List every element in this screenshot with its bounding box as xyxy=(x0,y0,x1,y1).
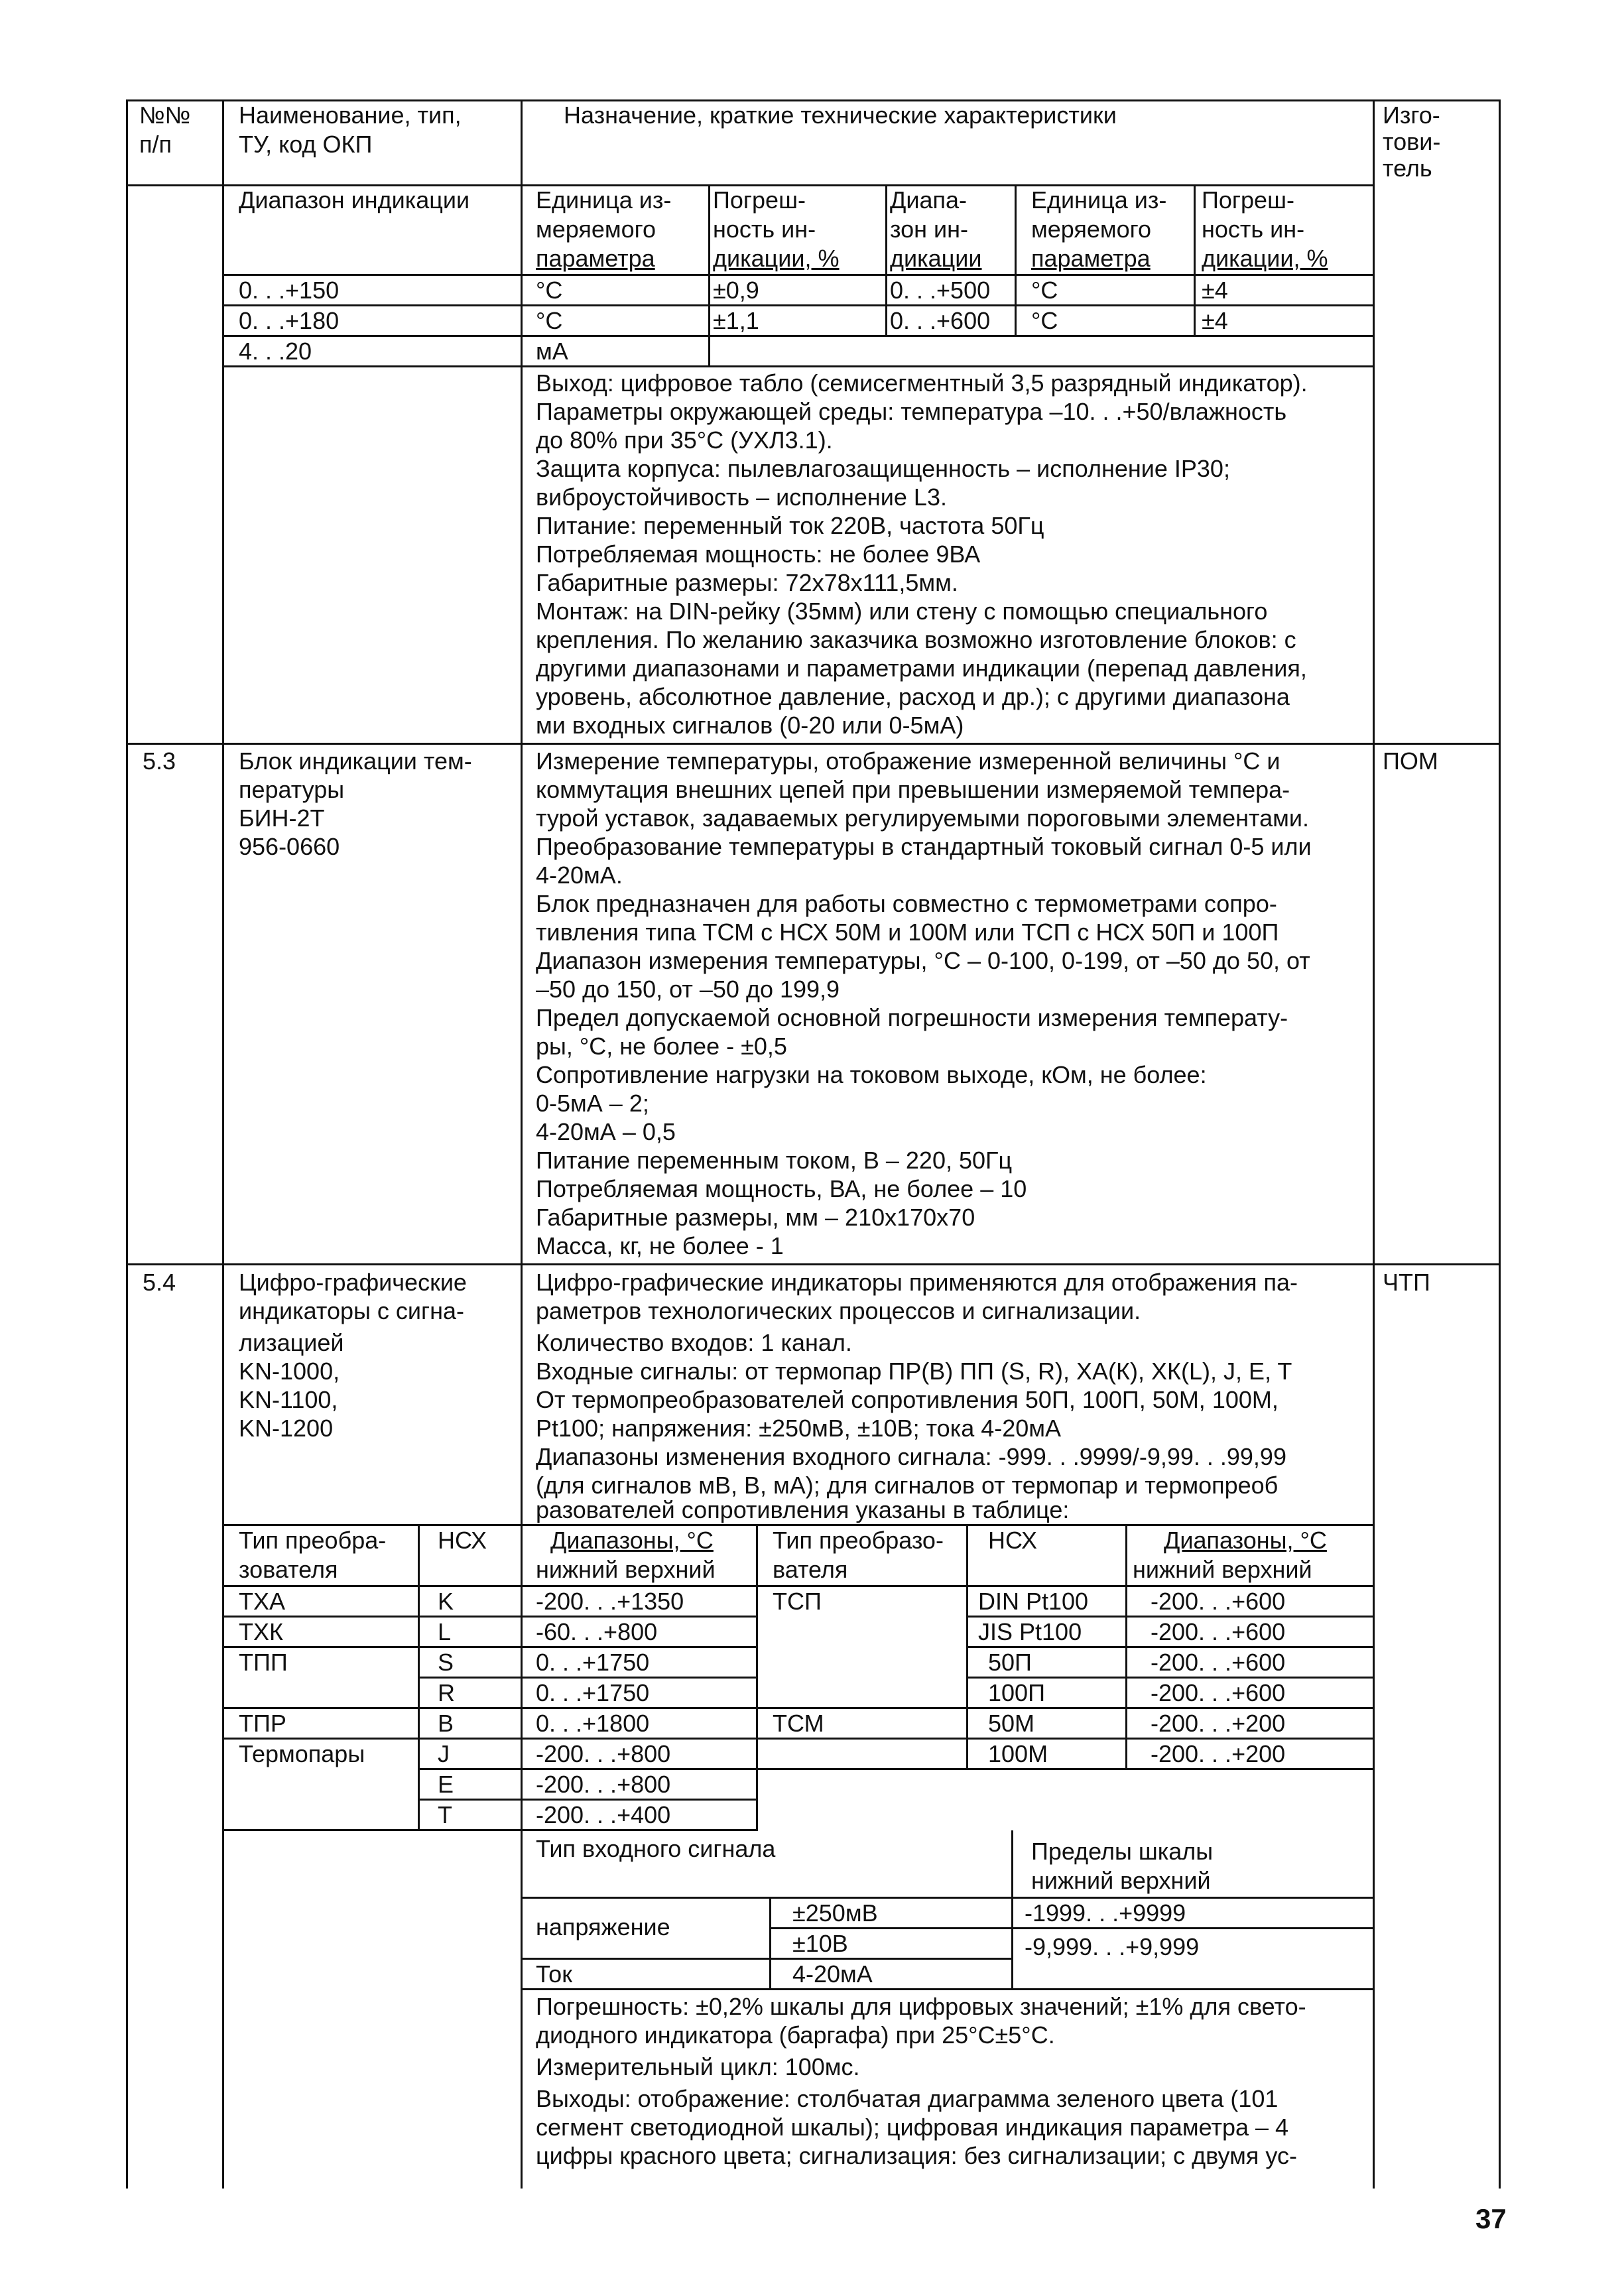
sensor-nsx-right: 50П xyxy=(988,1649,1032,1676)
text-line: Погрешность: ±0,2% шкалы для цифровых значений; ±1% для свето- xyxy=(536,1993,1306,2020)
sensor-range: -200. . .+400 xyxy=(536,1801,671,1828)
text-line: коммутация внешних цепей при превышении измеряемой темпера- xyxy=(536,776,1290,803)
text-line: Измерение температуры, отображение измеренной величины °C и xyxy=(536,747,1280,775)
unit-cell: мА xyxy=(536,338,568,365)
text-line: Питание: переменный ток 220В, частота 50Гц xyxy=(536,512,1044,539)
unit-header-2: меряемого xyxy=(536,216,656,243)
sensor-table-col-line xyxy=(966,1524,968,1768)
sensor-nsx-right: 100П xyxy=(988,1679,1045,1706)
signal-table-col-line xyxy=(769,1897,771,1988)
sensor-header-lowhigh2: нижний верхний xyxy=(1133,1556,1312,1583)
error-cell: ±0,9 xyxy=(713,277,759,304)
error2-header-1: Погреш- xyxy=(1202,186,1294,214)
sensor-nsx: L xyxy=(438,1618,452,1645)
error-header-3: дикации, % xyxy=(713,245,840,272)
sensor-type: ТПП xyxy=(239,1649,288,1676)
item-number: 5.4 xyxy=(143,1269,176,1296)
row-separator-5-4 xyxy=(126,1263,1501,1265)
sensor-range-right: -200. . .+600 xyxy=(1151,1679,1286,1706)
text-line: От термопреобразователей сопротивления 50П, 100П, 50М, 100М, xyxy=(536,1386,1279,1413)
sensor-header-type-2: зователя xyxy=(239,1556,338,1583)
unit2-cell: °C xyxy=(1031,307,1058,334)
sensor-type-right: ТСП xyxy=(773,1588,822,1615)
text-line: Диапазон измерения температуры, °C – 0-100, 0-199, от –50 до 50, от xyxy=(536,947,1310,974)
text-line: Входные сигналы: от термопар ПР(В) ПП (S, R), ХА(К), ХК(L), J, E, T xyxy=(536,1358,1292,1385)
text-line: крепления. По желанию заказчика возможно изготовление блоков: с xyxy=(536,626,1296,653)
sensor-table-col-line xyxy=(756,1524,758,1831)
signal-table-line xyxy=(521,1958,1011,1960)
sensor-table-col-line xyxy=(418,1524,420,1831)
signal-table-col-line xyxy=(1011,1830,1013,1988)
sensor-header-range: Диапазоны, °C xyxy=(550,1527,714,1554)
sensor-nsx: J xyxy=(438,1740,450,1767)
text-line: сегмент светодиодной шкалы); цифровая индикация параметра – 4 xyxy=(536,2114,1289,2141)
sensor-range: -200. . .+800 xyxy=(536,1740,671,1767)
error2-header-2: ность ин- xyxy=(1202,216,1305,243)
sensor-range: -200. . .+800 xyxy=(536,1771,671,1798)
sensor-nsx-right: 50М xyxy=(988,1710,1035,1737)
range-table-row-line xyxy=(222,365,1375,367)
signal-c1: 4-20мА xyxy=(792,1960,873,1988)
text-line: ми входных сигналов (0-20 или 0-5мА) xyxy=(536,712,964,739)
sensor-header-range2: Диапазоны, °C xyxy=(1164,1527,1327,1554)
item-name-line: индикаторы с сигна- xyxy=(239,1297,465,1324)
page-number: 37 xyxy=(1475,2203,1507,2234)
text-line: Масса, кг, не более - 1 xyxy=(536,1232,784,1259)
text-line: Pt100; напряжения: ±250мВ, ±10В; тока 4-20мА xyxy=(536,1415,1062,1442)
sensor-range: -60. . .+800 xyxy=(536,1618,658,1645)
table-col-divider-num xyxy=(222,99,224,2189)
error2-cell: ±4 xyxy=(1202,277,1228,304)
text-line: Количество входов: 1 канал. xyxy=(536,1329,852,1356)
unit2-cell: °C xyxy=(1031,277,1058,304)
text-line: Потребляемая мощность: не более 9ВА xyxy=(536,540,981,568)
text-line: Выход: цифровое табло (семисегментный 3,5 разрядный индикатор). xyxy=(536,369,1308,397)
item-name-line: Блок индикации тем- xyxy=(239,747,472,775)
text-line: Габаритные размеры, мм – 210x170x70 xyxy=(536,1204,975,1231)
sensor-type: ТХА xyxy=(239,1588,286,1615)
sensor-range: 0. . .+1750 xyxy=(536,1649,650,1676)
text-line: Измерительный цикл: 100мс. xyxy=(536,2053,860,2080)
text-line: другими диапазонами и параметрами индикации (перепад давления, xyxy=(536,655,1307,682)
table-border-right xyxy=(1499,99,1501,2189)
signal-lim1: -1999. . .+9999 xyxy=(1025,1899,1186,1927)
text-line: Сопротивление нагрузки на токовом выходе, кОм, не более: xyxy=(536,1061,1207,1088)
row-separator-5-3 xyxy=(126,743,1501,745)
text-line: 4-20мА – 0,5 xyxy=(536,1118,676,1145)
header-col-maker-3: тель xyxy=(1383,155,1432,182)
header-col-maker-1: Изго- xyxy=(1383,101,1440,129)
error-header-1: Погреш- xyxy=(713,186,806,214)
unit-header-1: Единица из- xyxy=(536,186,672,214)
signal-v1: ±250мВ xyxy=(792,1899,878,1927)
range-table-col-line xyxy=(1194,184,1196,304)
unit2-header-1: Единица из- xyxy=(1031,186,1167,214)
sensor-nsx: E xyxy=(438,1771,454,1798)
text-line: Преобразование температуры в стандартный токовый сигнал 0-5 или xyxy=(536,833,1312,860)
unit-cell: °C xyxy=(536,277,563,304)
header-col-name-1: Наименование, тип, xyxy=(239,101,462,129)
text-line: Выходы: отображение: столбчатая диаграмма зеленого цвета (101 xyxy=(536,2085,1279,2112)
header-col-num-2: п/п xyxy=(139,131,172,158)
item-maker: ПОМ xyxy=(1383,747,1438,775)
sensor-range-right: -200. . .+200 xyxy=(1151,1740,1286,1767)
text-line: Защита корпуса: пылевлагозащищенность – исполнение IP30; xyxy=(536,455,1230,482)
sensor-range: 0. . .+1800 xyxy=(536,1710,650,1737)
signal-table-bottom xyxy=(521,1988,1375,1990)
unit-header-3: параметра xyxy=(536,245,655,272)
error-cell: ±1,1 xyxy=(713,307,759,334)
sensor-nsx-right: DIN Pt100 xyxy=(978,1588,1089,1615)
range-cell: 0. . .+180 xyxy=(239,307,340,334)
header-col-num-1: №№ xyxy=(139,101,191,129)
range2-header-3: дикации xyxy=(890,245,982,272)
text-line: Цифро-графические индикаторы применяются для отображения па- xyxy=(536,1269,1298,1296)
text-line: виброустойчивость – исполнение L3. xyxy=(536,483,947,511)
table-border-left xyxy=(126,99,128,2189)
sensor-table-col-line xyxy=(1125,1524,1127,1768)
sensor-header-type-1: Тип преобра- xyxy=(239,1527,387,1554)
text-line: цифры красного цвета; сигнализация: без сигнализации; с двумя ус- xyxy=(536,2142,1297,2169)
sensor-type-right: ТСМ xyxy=(773,1710,824,1737)
sensor-range-right: -200. . .+600 xyxy=(1151,1618,1286,1645)
header-col-name-2: ТУ, код ОКП xyxy=(239,131,373,158)
text-line: турой уставок, задаваемых регулируемыми пороговыми элементами. xyxy=(536,804,1310,832)
range-table-col-line xyxy=(1015,304,1017,335)
sensor-nsx: K xyxy=(438,1588,454,1615)
signal-header-type: Тип входного сигнала xyxy=(536,1835,776,1862)
range2-cell: 0. . .+600 xyxy=(890,307,991,334)
range2-cell: 0. . .+500 xyxy=(890,277,991,304)
sensor-nsx-right: JIS Pt100 xyxy=(978,1618,1082,1645)
text-line: Блок предназначен для работы совместно с термометрами сопро- xyxy=(536,890,1277,917)
signal-table-header-bottom xyxy=(521,1897,1375,1899)
item-name-line: 956-0660 xyxy=(239,833,340,860)
text-line: Питание переменным током, В – 220, 50Гц xyxy=(536,1147,1013,1174)
sensor-type: Термопары xyxy=(239,1740,365,1767)
error2-cell: ±4 xyxy=(1202,307,1228,334)
text-line: тивления типа ТСМ с НСХ 50М и 100М или ТСП с НСХ 50П и 100П xyxy=(536,919,1279,946)
sensor-range-right: -200. . .+200 xyxy=(1151,1710,1286,1737)
sensor-header-nsx: НСХ xyxy=(438,1527,487,1554)
sensor-type: ТХК xyxy=(239,1618,283,1645)
item-name-line: БИН-2Т xyxy=(239,804,325,832)
error-header-2: ность ин- xyxy=(713,216,816,243)
range-table-col-line xyxy=(885,184,887,304)
text-line: уровень, абсолютное давление, расход и др.); с другими диапазона xyxy=(536,683,1290,710)
text-line: Предел допускаемой основной погрешности измерения температу- xyxy=(536,1004,1288,1031)
range-table-col-line xyxy=(885,304,887,335)
text-line: до 80% при 35°C (УХЛ3.1). xyxy=(536,426,833,454)
signal-current: Ток xyxy=(536,1960,572,1988)
sensor-table-bottom-left xyxy=(222,1829,756,1831)
signal-header-limits-2: нижний верхний xyxy=(1031,1867,1211,1894)
sensor-range: -200. . .+1350 xyxy=(536,1588,684,1615)
signal-v2: ±10В xyxy=(792,1930,848,1957)
signal-header-limits-1: Пределы шкалы xyxy=(1031,1838,1214,1865)
sensor-range: 0. . .+1750 xyxy=(536,1679,650,1706)
item-number: 5.3 xyxy=(143,747,176,775)
sensor-header-type2-1: Тип преобразо- xyxy=(773,1527,944,1554)
unit2-header-2: меряемого xyxy=(1031,216,1152,243)
item-name-line: Цифро-графические xyxy=(239,1269,467,1296)
text-line: Потребляемая мощность, ВА, не более – 10 xyxy=(536,1175,1027,1202)
range2-header-2: зон ин- xyxy=(890,216,968,243)
error2-header-3: дикации, % xyxy=(1202,245,1328,272)
sensor-nsx: B xyxy=(438,1710,454,1737)
signal-lim2: -9,999. . .+9,999 xyxy=(1025,1933,1200,1960)
sensor-header-type2-2: вателя xyxy=(773,1556,848,1583)
header-col-purpose: Назначение, краткие технические характеристики xyxy=(564,101,1117,129)
range-header: Диапазон индикации xyxy=(239,186,470,214)
range-table-col-line xyxy=(1194,304,1196,335)
sensor-nsx: T xyxy=(438,1801,452,1828)
text-line: 4-20мА. xyxy=(536,861,623,889)
text-line: ры, °C, не более - ±0,5 xyxy=(536,1033,787,1060)
unit-cell: °C xyxy=(536,307,563,334)
item-name-line: пературы xyxy=(239,776,345,803)
text-line: –50 до 150, от –50 до 199,9 xyxy=(536,976,840,1003)
item-name-line: KN-1100, xyxy=(239,1386,338,1413)
sensor-nsx: R xyxy=(438,1679,455,1706)
text-line: разователей сопротивления указаны в таблице: xyxy=(536,1496,1070,1523)
sensor-type: ТПР xyxy=(239,1710,286,1737)
table-col-divider-name xyxy=(521,99,523,2189)
signal-voltage: напряжение xyxy=(536,1913,670,1940)
text-line: раметров технологических процессов и сигнализации. xyxy=(536,1297,1141,1324)
text-line: 0-5мА – 2; xyxy=(536,1090,649,1117)
text-line: Габаритные размеры: 72x78x111,5мм. xyxy=(536,569,958,596)
range-table-col-line xyxy=(708,184,710,365)
sensor-header-lowhigh: нижний верхний xyxy=(536,1556,716,1583)
table-col-divider-purpose xyxy=(1373,99,1375,2189)
header-col-maker-2: тови- xyxy=(1383,128,1441,155)
text-line: Параметры окружающей среды: температура –10. . .+50/влажность xyxy=(536,398,1287,425)
range-table-col-line xyxy=(1015,184,1017,304)
sensor-range-right: -200. . .+600 xyxy=(1151,1649,1286,1676)
item-name-line: KN-1200 xyxy=(239,1415,334,1442)
item-name-line: KN-1000, xyxy=(239,1358,340,1385)
item-maker: ЧТП xyxy=(1383,1269,1430,1296)
range-cell: 0. . .+150 xyxy=(239,277,340,304)
sensor-table-line xyxy=(222,1646,756,1648)
item-name-line: лизацией xyxy=(239,1329,344,1356)
text-line: (для сигналов мВ, В, мА); для сигналов от термопар и термопреоб xyxy=(536,1472,1279,1499)
sensor-nsx: S xyxy=(438,1649,454,1676)
text-line: Монтаж: на DIN-рейку (35мм) или стену с помощью специального xyxy=(536,598,1268,625)
sensor-nsx-right: 100М xyxy=(988,1740,1048,1767)
sensor-header-nsx2: НСХ xyxy=(988,1527,1037,1554)
text-line: Диапазоны изменения входного сигнала: -999. . .9999/-9,99. . .99,99 xyxy=(536,1443,1286,1470)
sensor-range-right: -200. . .+600 xyxy=(1151,1588,1286,1615)
range2-header-1: Диапа- xyxy=(890,186,968,214)
range-cell: 4. . .20 xyxy=(239,338,312,365)
unit2-header-3: параметра xyxy=(1031,245,1151,272)
text-line: диодного индикатора (баргафа) при 25°C±5°C. xyxy=(536,2021,1055,2049)
